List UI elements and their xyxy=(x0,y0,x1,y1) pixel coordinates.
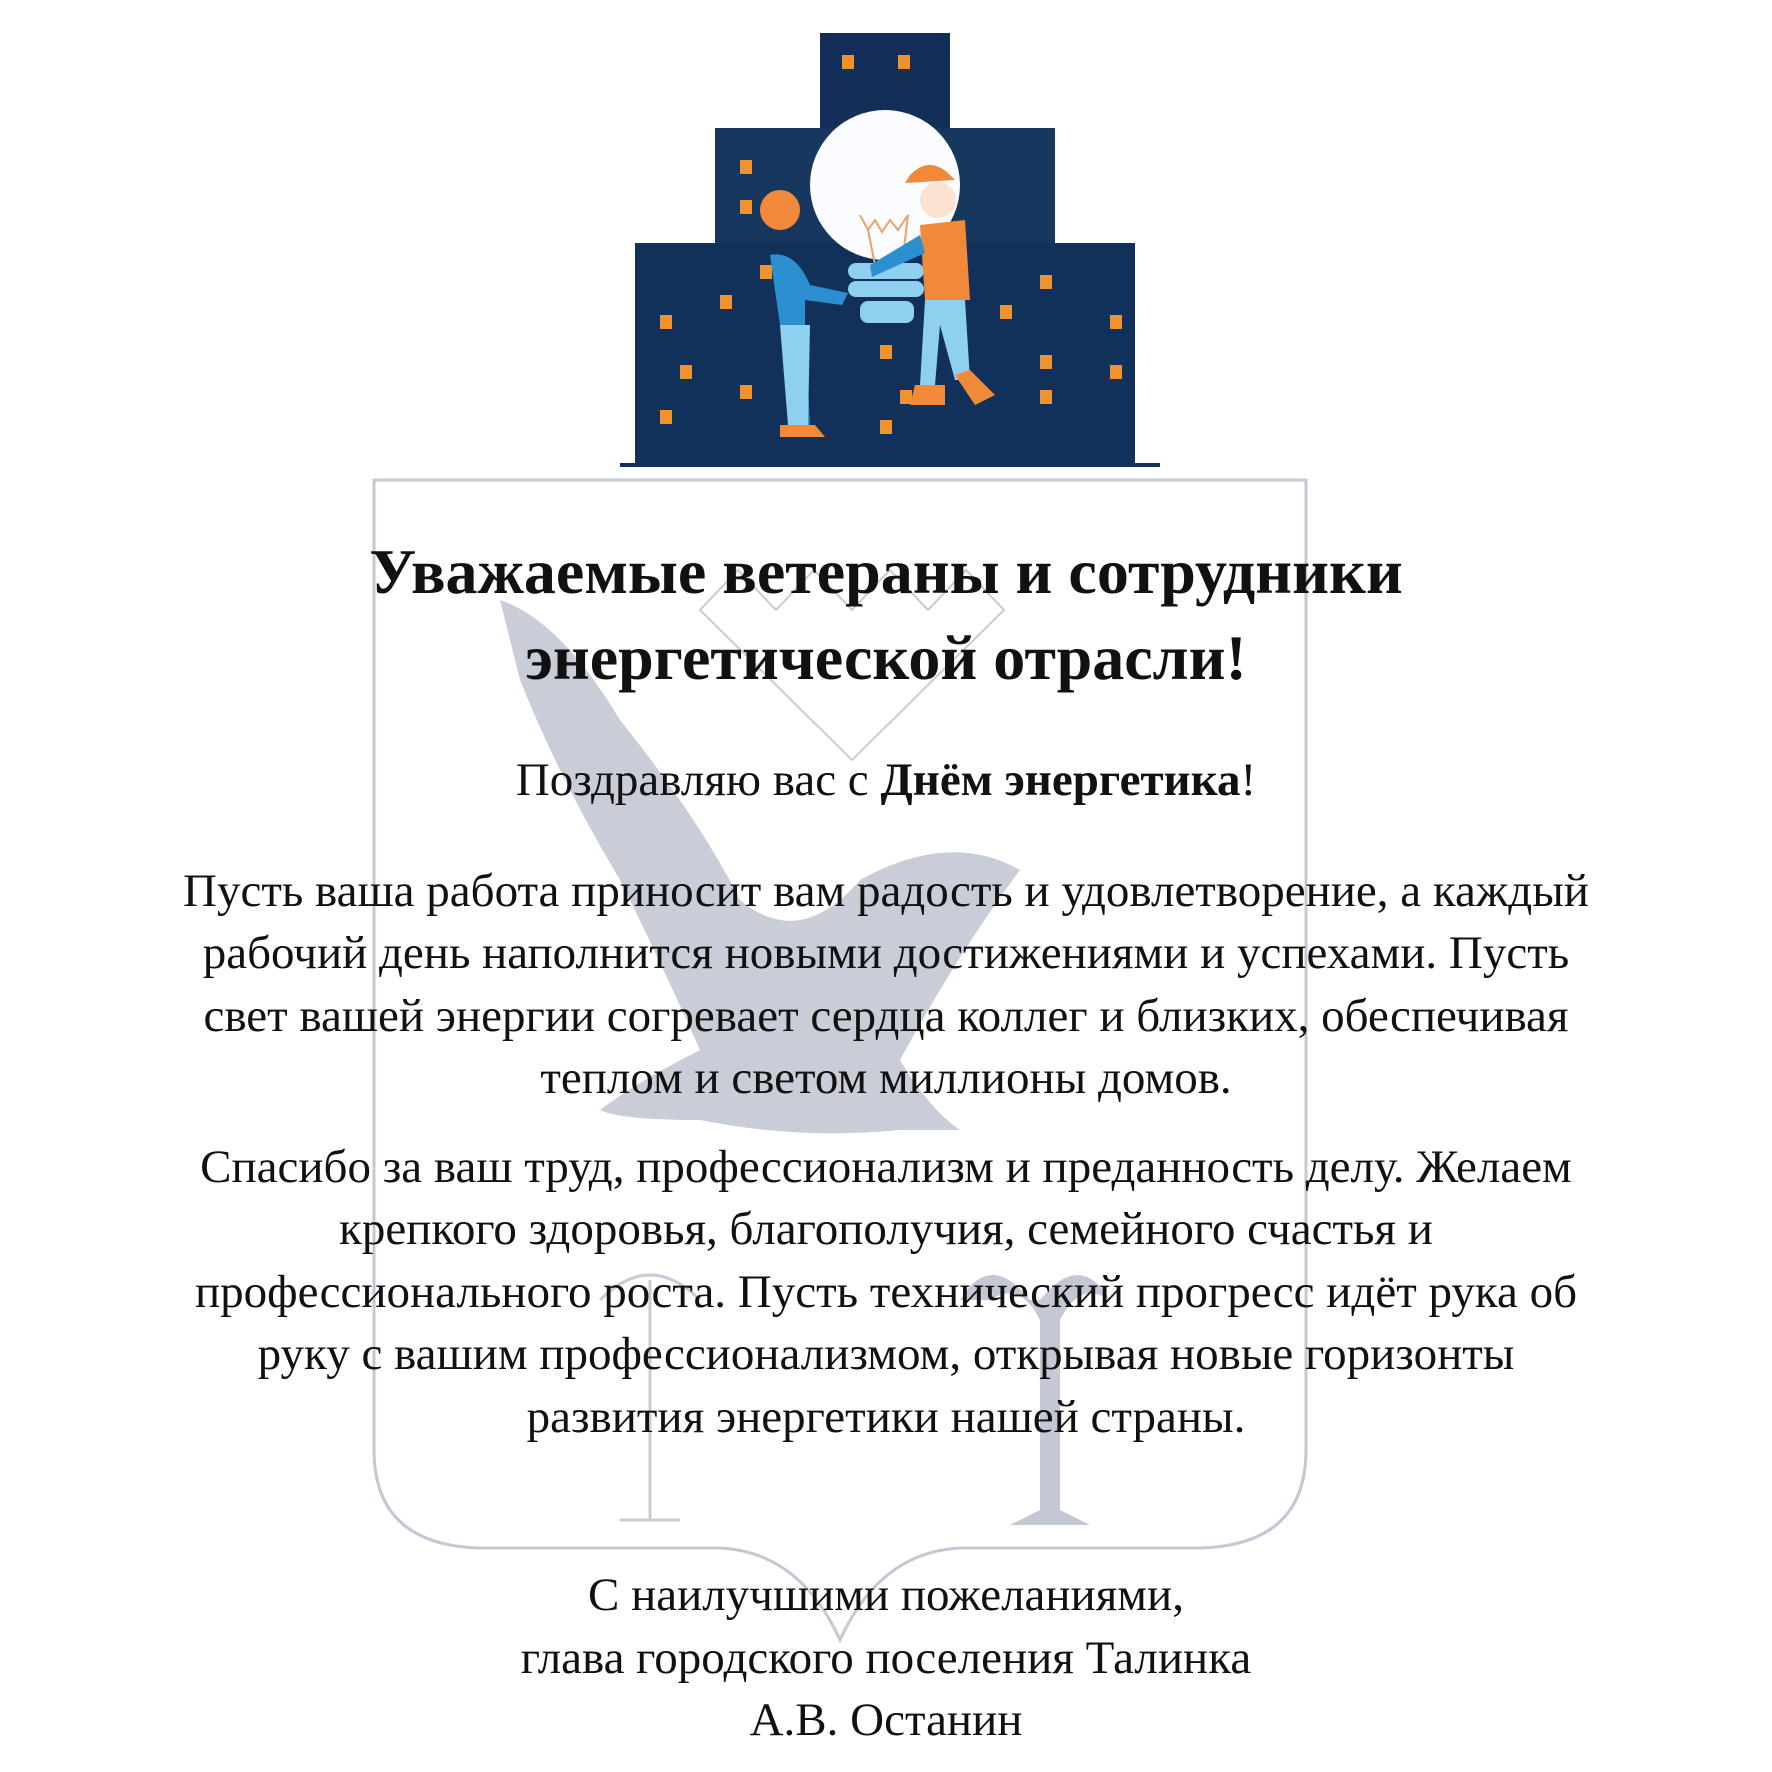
congratulation-line xyxy=(0,754,1772,806)
paragraph2-line: развития энергетики нашей страны. xyxy=(526,1391,1246,1443)
congrats-prefix: Поздравляю вас с xyxy=(515,754,881,806)
congrats-suffix: ! xyxy=(1240,754,1257,806)
paragraph2-line: Спасибо за ваш труд, профессионализм и преданность делу. Желаем xyxy=(200,1141,1572,1193)
paragraph2-line: крепкого здоровья, благополучия, семейного счастья и xyxy=(339,1203,1433,1255)
paragraph1-line: свет вашей энергии согревает сердца коллег и близких, обеспечивая xyxy=(203,990,1569,1042)
paragraph2-line: профессионального роста. Пусть технический прогресс идёт рука об xyxy=(194,1266,1578,1318)
signature-name: А.В. Останин xyxy=(749,1694,1023,1746)
greeting-title-line-1: Уважаемые ветераны и сотрудники xyxy=(369,536,1403,607)
paragraph1-line: рабочий день наполнится новыми достижениями и успехами. Пусть xyxy=(202,927,1570,979)
paragraph2-line: руку с вашим профессионализмом, открывая новые горизонты xyxy=(257,1328,1515,1380)
paragraph1-line: Пусть ваша работа приносит вам радость и удовлетворение, а каждый xyxy=(183,865,1589,917)
paragraph1-line: теплом и светом миллионы домов. xyxy=(540,1052,1232,1104)
holiday-name: Днём энергетика xyxy=(880,754,1241,806)
signature-closing: С наилучшими пожеланиями, xyxy=(588,1569,1184,1621)
signature-position: глава городского поселения Талинка xyxy=(520,1632,1252,1684)
energy-illustration xyxy=(620,25,1160,475)
greeting-title-line-2: энергетической отрасли! xyxy=(525,622,1247,693)
